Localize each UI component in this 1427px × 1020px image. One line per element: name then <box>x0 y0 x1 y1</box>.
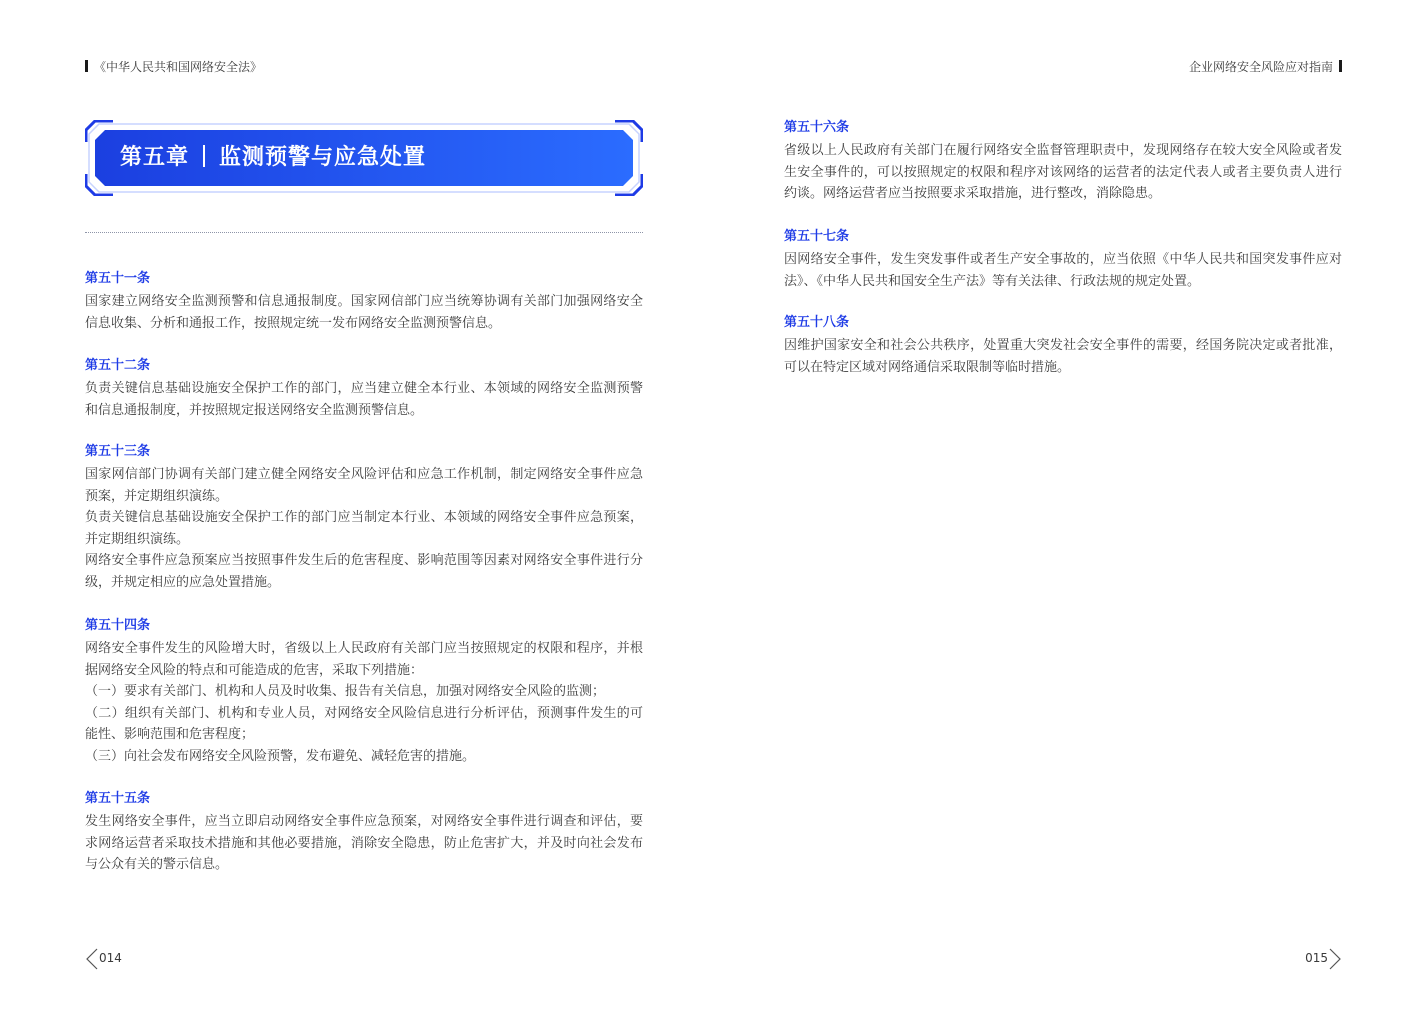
article-body <box>784 140 1342 205</box>
article-body <box>85 291 643 334</box>
article-title: 第五十四条 <box>85 618 151 633</box>
article <box>85 617 643 768</box>
chapter-name: 监测预警与应急处置 <box>219 145 427 170</box>
article-paragraph: 国家网信部门协调有关部门建立健全网络安全风险评估和应急工作机制，制定网络安全事件应急预案，并定期组织演练。 <box>85 467 643 504</box>
chapter-title <box>120 120 426 196</box>
article-body <box>85 638 643 768</box>
article-paragraph: 负责关键信息基础设施安全保护工作的部门应当制定本行业、本领域的网络安全事件应急预案，并定期组织演练。 <box>85 510 643 547</box>
page-number-right-text: 015 <box>1305 951 1328 965</box>
article <box>85 357 643 421</box>
article <box>784 228 1342 292</box>
article-title: 第五十三条 <box>85 444 151 459</box>
page-number-right <box>1305 946 1342 970</box>
article-paragraph: 国家建立网络安全监测预警和信息通报制度。国家网信部门应当统筹协调有关部门加强网络安全信息收集、分析和通报工作，按照规定统一发布网络安全监测预警信息。 <box>85 294 643 331</box>
article-paragraph: 网络安全事件发生的风险增大时，省级以上人民政府有关部门应当按照规定的权限和程序，并根据网络安全风险的特点和可能造成的危害，采取下列措施： <box>85 641 643 678</box>
article-title: 第五十一条 <box>85 271 151 286</box>
article-paragraph: （二）组织有关部门、机构和专业人员，对网络安全风险信息进行分析评估，预测事件发生的可能性、影响范围和危害程度； <box>85 705 643 743</box>
article-paragraph: 因网络安全事件，发生突发事件或者生产安全事故的，应当依照《中华人民共和国突发事件应对法》、《中华人民共和国安全生产法》等有关法律、行政法规的规定处置。 <box>784 252 1342 289</box>
article-paragraph: （三）向社会发布网络安全风险预警，发布避免、减轻危害的措施。 <box>85 748 476 764</box>
chapter-separator <box>203 145 205 167</box>
page-number-left <box>85 946 122 970</box>
article-paragraph: 负责关键信息基础设施安全保护工作的部门，应当建立健全本行业、本领域的网络安全监测预警和信息通报制度，并按照规定报送网络安全监测预警信息。 <box>85 381 643 418</box>
article-title: 第五十五条 <box>85 791 151 806</box>
article-body <box>784 335 1342 378</box>
left-angle-bracket-icon <box>85 948 99 970</box>
right-angle-bracket-icon <box>1328 948 1342 970</box>
running-header-right <box>1189 58 1342 76</box>
article-title: 第五十六条 <box>784 120 850 135</box>
chapter-number: 第五章 <box>120 145 190 170</box>
chapter-banner <box>85 120 643 196</box>
page-number-left-text: 014 <box>99 951 122 965</box>
article-body <box>85 464 643 594</box>
running-header-left <box>85 58 262 76</box>
article-title: 第五十八条 <box>784 315 850 330</box>
header-left-title: 《中华人民共和国网络安全法》 <box>94 60 263 74</box>
article <box>784 119 1342 205</box>
article-body <box>85 378 643 421</box>
article-paragraph: 省级以上人民政府有关部门在履行网络安全监督管理职责中，发现网络存在较大安全风险或者发生安全事件的，可以按照规定的权限和程序对该网络的运营者的法定代表人或者主要负责人进行约谈。网络运营者应当按照要求采取措施，进行整改，消除隐患。 <box>784 143 1342 202</box>
article-paragraph: 发生网络安全事件，应当立即启动网络安全事件应急预案，对网络安全事件进行调查和评估，要求网络运营者采取技术措施和其他必要措施，消除安全隐患，防止危害扩大，并及时向社会发布与公众有关的警示信息。 <box>85 814 643 873</box>
dotted-divider <box>85 232 643 233</box>
header-bar-icon <box>85 60 88 72</box>
article-title: 第五十二条 <box>85 358 151 373</box>
header-bar-icon <box>1339 60 1342 72</box>
article <box>85 790 643 876</box>
article-body <box>85 811 643 876</box>
header-right-title: 企业网络安全风险应对指南 <box>1188 60 1333 74</box>
article <box>85 270 643 334</box>
article-paragraph: 因维护国家安全和社会公共秩序，处置重大突发社会安全事件的需要，经国务院决定或者批准，可以在特定区域对网络通信采取限制等临时措施。 <box>784 338 1342 375</box>
article <box>85 443 643 594</box>
article-title: 第五十七条 <box>784 229 850 244</box>
article-body <box>784 249 1342 292</box>
article-paragraph: （一）要求有关部门、机构和人员及时收集、报告有关信息，加强对网络安全风险的监测； <box>85 684 606 700</box>
article <box>784 314 1342 378</box>
article-paragraph: 网络安全事件应急预案应当按照事件发生后的危害程度、影响范围等因素对网络安全事件进行分级，并规定相应的应急处置措施。 <box>85 553 643 590</box>
